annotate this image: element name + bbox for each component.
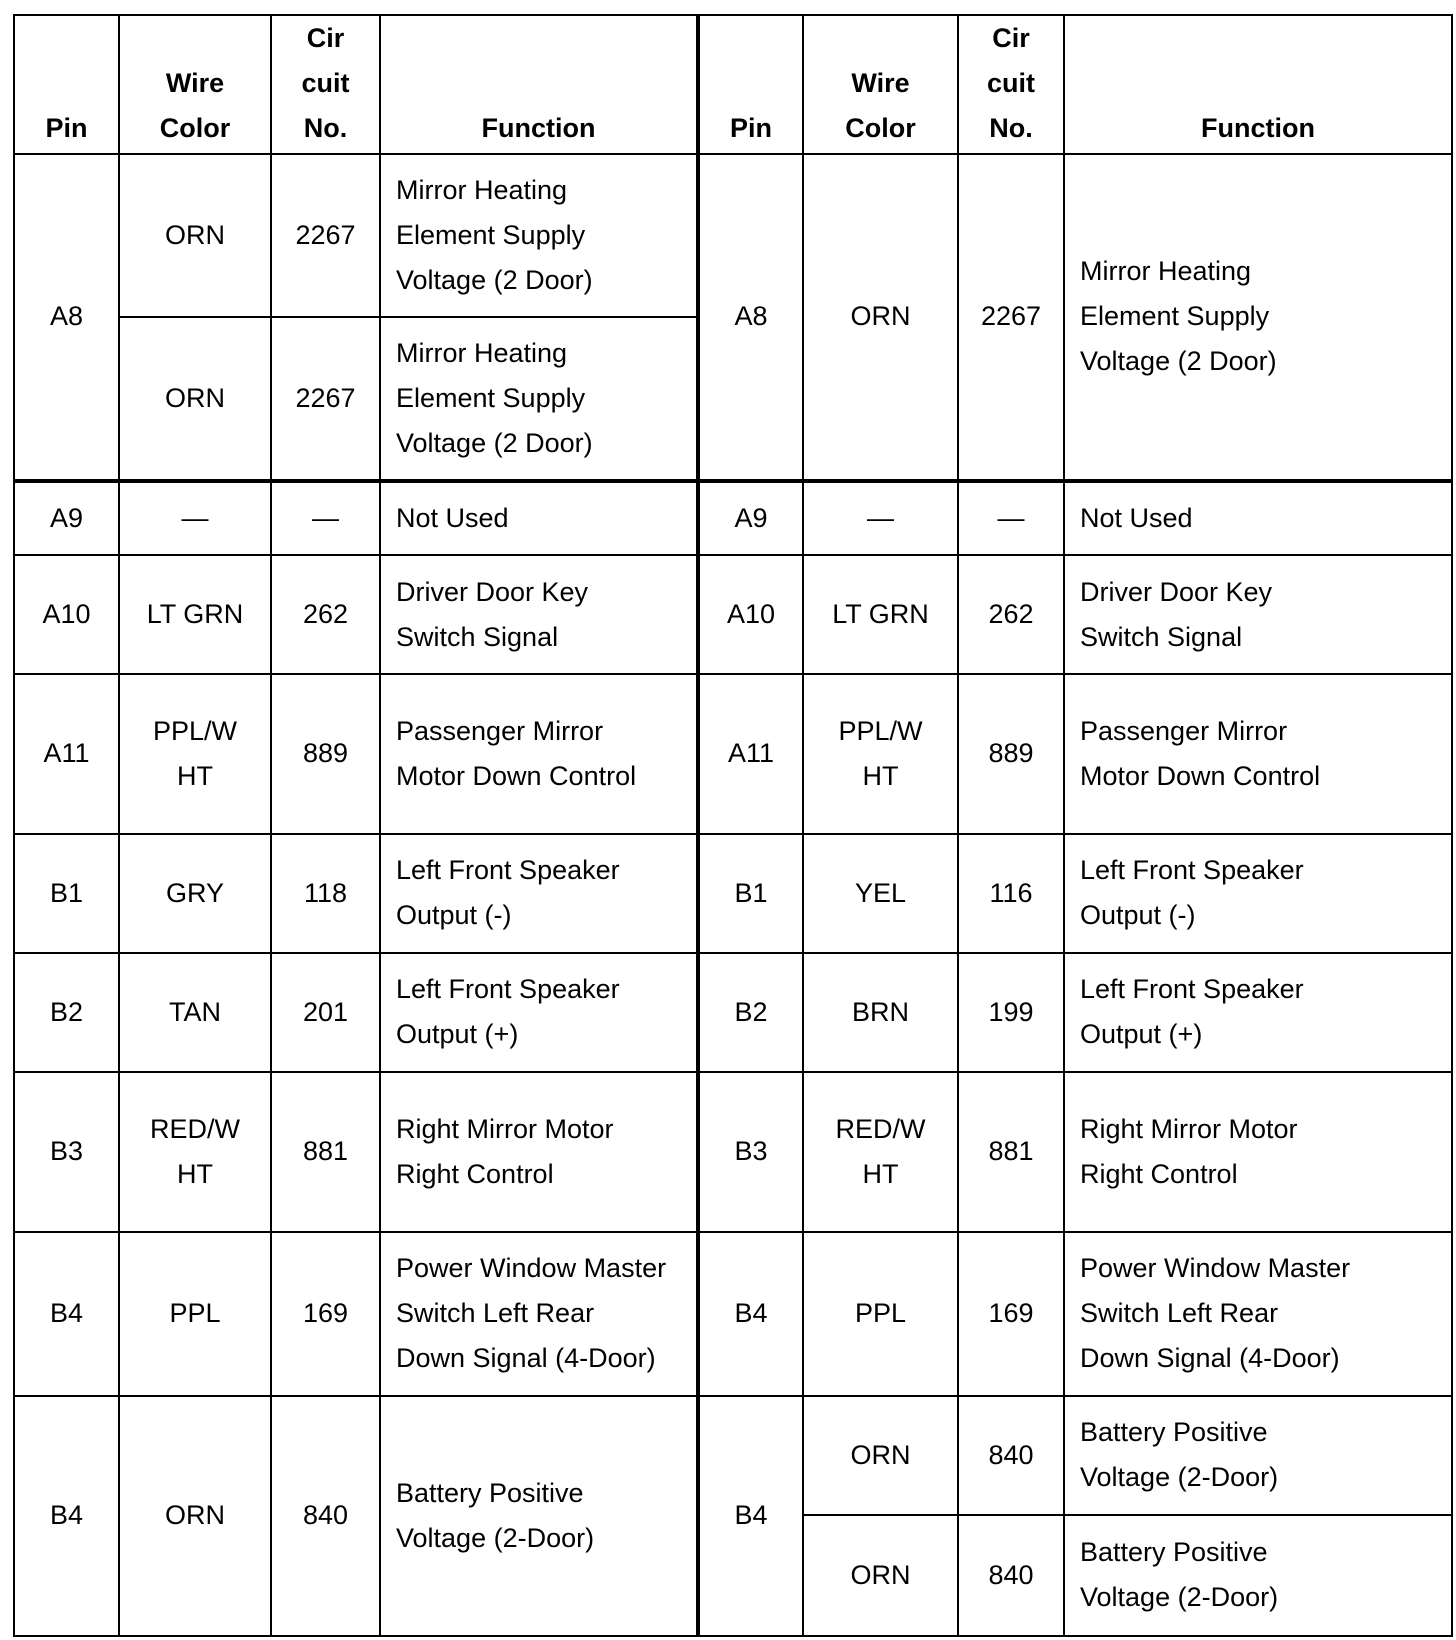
pin-cell: B2 bbox=[14, 953, 119, 1072]
pin-cell: A10 bbox=[14, 555, 119, 674]
circuit-cell: 262 bbox=[958, 555, 1064, 674]
table-row bbox=[14, 555, 1452, 674]
circuit-cell: 2267 bbox=[271, 317, 380, 481]
circuit-cell: 881 bbox=[958, 1072, 1064, 1232]
header-row bbox=[14, 15, 1452, 154]
circuit-cell: 889 bbox=[271, 674, 380, 834]
table-row bbox=[14, 674, 1452, 834]
function-cell: Passenger Mirror Motor Down Control bbox=[380, 674, 698, 834]
wire-color-cell: — bbox=[803, 481, 958, 555]
wire-color-cell: GRY bbox=[119, 834, 271, 953]
function-cell: Mirror Heating Element Supply Voltage (2 Door) bbox=[1064, 154, 1452, 481]
pin-cell: A10 bbox=[698, 555, 803, 674]
circuit-cell: 840 bbox=[958, 1515, 1064, 1636]
pin-cell: A9 bbox=[14, 481, 119, 555]
function-cell: Left Front Speaker Output (-) bbox=[1064, 834, 1452, 953]
wire-color-cell: ORN bbox=[119, 154, 271, 317]
wire-color-cell: ORN bbox=[119, 1396, 271, 1636]
circuit-cell: 2267 bbox=[271, 154, 380, 317]
pin-cell: B4 bbox=[14, 1396, 119, 1636]
circuit-cell: 840 bbox=[958, 1396, 1064, 1515]
circuit-cell: 169 bbox=[271, 1232, 380, 1396]
wire-color-cell: LT GRN bbox=[803, 555, 958, 674]
wire-color-cell: RED/W HT bbox=[119, 1072, 271, 1232]
wire-color-cell: TAN bbox=[119, 953, 271, 1072]
wire-color-cell: ORN bbox=[803, 1515, 958, 1636]
wire-color-cell: PPL/W HT bbox=[119, 674, 271, 834]
pin-cell: B3 bbox=[14, 1072, 119, 1232]
function-cell: Left Front Speaker Output (-) bbox=[380, 834, 698, 953]
table-row bbox=[14, 1072, 1452, 1232]
table-row bbox=[14, 1232, 1452, 1396]
wire-color-cell: — bbox=[119, 481, 271, 555]
wire-color-cell: PPL/W HT bbox=[803, 674, 958, 834]
circuit-cell: 199 bbox=[958, 953, 1064, 1072]
wire-color-cell: BRN bbox=[803, 953, 958, 1072]
circuit-cell: 2267 bbox=[958, 154, 1064, 481]
wire-color-cell: ORN bbox=[119, 317, 271, 481]
pin-cell: A8 bbox=[698, 154, 803, 481]
function-cell: Battery Positive Voltage (2-Door) bbox=[380, 1396, 698, 1636]
circuit-cell: 262 bbox=[271, 555, 380, 674]
function-cell: Battery Positive Voltage (2-Door) bbox=[1064, 1515, 1452, 1636]
header-wire-color-left: Wire Color bbox=[119, 15, 271, 154]
function-cell: Power Window Master Switch Left Rear Down Signal (4-Door) bbox=[380, 1232, 698, 1396]
circuit-cell: — bbox=[958, 481, 1064, 555]
pin-table bbox=[13, 14, 1453, 1637]
header-circuit-right: Cir cuit No. bbox=[958, 15, 1064, 154]
table-row bbox=[14, 834, 1452, 953]
wire-color-cell: LT GRN bbox=[119, 555, 271, 674]
wire-color-cell: ORN bbox=[803, 1396, 958, 1515]
pin-cell: B4 bbox=[14, 1232, 119, 1396]
wire-color-cell: RED/W HT bbox=[803, 1072, 958, 1232]
function-cell: Mirror Heating Element Supply Voltage (2 Door) bbox=[380, 317, 698, 481]
function-cell: Mirror Heating Element Supply Voltage (2 Door) bbox=[380, 154, 698, 317]
header-wire-color-right: Wire Color bbox=[803, 15, 958, 154]
circuit-cell: 201 bbox=[271, 953, 380, 1072]
function-cell: Not Used bbox=[380, 481, 698, 555]
header-circuit-left: Cir cuit No. bbox=[271, 15, 380, 154]
table-row bbox=[14, 1396, 1452, 1515]
function-cell: Power Window Master Switch Left Rear Down Signal (4-Door) bbox=[1064, 1232, 1452, 1396]
circuit-cell: 116 bbox=[958, 834, 1064, 953]
pin-cell: B4 bbox=[698, 1396, 803, 1636]
header-function-left: Function bbox=[380, 15, 698, 154]
circuit-cell: 881 bbox=[271, 1072, 380, 1232]
circuit-cell: 889 bbox=[958, 674, 1064, 834]
pin-cell: B2 bbox=[698, 953, 803, 1072]
function-cell: Left Front Speaker Output (+) bbox=[1064, 953, 1452, 1072]
pin-cell: B4 bbox=[698, 1232, 803, 1396]
wire-color-cell: PPL bbox=[119, 1232, 271, 1396]
pin-cell: A11 bbox=[14, 674, 119, 834]
pin-cell: B1 bbox=[698, 834, 803, 953]
function-cell: Not Used bbox=[1064, 481, 1452, 555]
pin-cell: A9 bbox=[698, 481, 803, 555]
pin-cell: B1 bbox=[14, 834, 119, 953]
function-cell: Battery Positive Voltage (2-Door) bbox=[1064, 1396, 1452, 1515]
circuit-cell: 118 bbox=[271, 834, 380, 953]
table-row bbox=[14, 481, 1452, 555]
table-row bbox=[14, 154, 1452, 317]
function-cell: Driver Door Key Switch Signal bbox=[1064, 555, 1452, 674]
function-cell: Left Front Speaker Output (+) bbox=[380, 953, 698, 1072]
circuit-cell: 169 bbox=[958, 1232, 1064, 1396]
circuit-cell: — bbox=[271, 481, 380, 555]
wire-color-cell: PPL bbox=[803, 1232, 958, 1396]
function-cell: Right Mirror Motor Right Control bbox=[380, 1072, 698, 1232]
function-cell: Driver Door Key Switch Signal bbox=[380, 555, 698, 674]
wire-color-cell: ORN bbox=[803, 154, 958, 481]
function-cell: Right Mirror Motor Right Control bbox=[1064, 1072, 1452, 1232]
pin-cell: A8 bbox=[14, 154, 119, 481]
function-cell: Passenger Mirror Motor Down Control bbox=[1064, 674, 1452, 834]
circuit-cell: 840 bbox=[271, 1396, 380, 1636]
pin-cell: A11 bbox=[698, 674, 803, 834]
table-row bbox=[14, 953, 1452, 1072]
wire-color-cell: YEL bbox=[803, 834, 958, 953]
header-pin-left: Pin bbox=[14, 15, 119, 154]
pin-cell: B3 bbox=[698, 1072, 803, 1232]
header-function-right: Function bbox=[1064, 15, 1452, 154]
header-pin-right: Pin bbox=[698, 15, 803, 154]
